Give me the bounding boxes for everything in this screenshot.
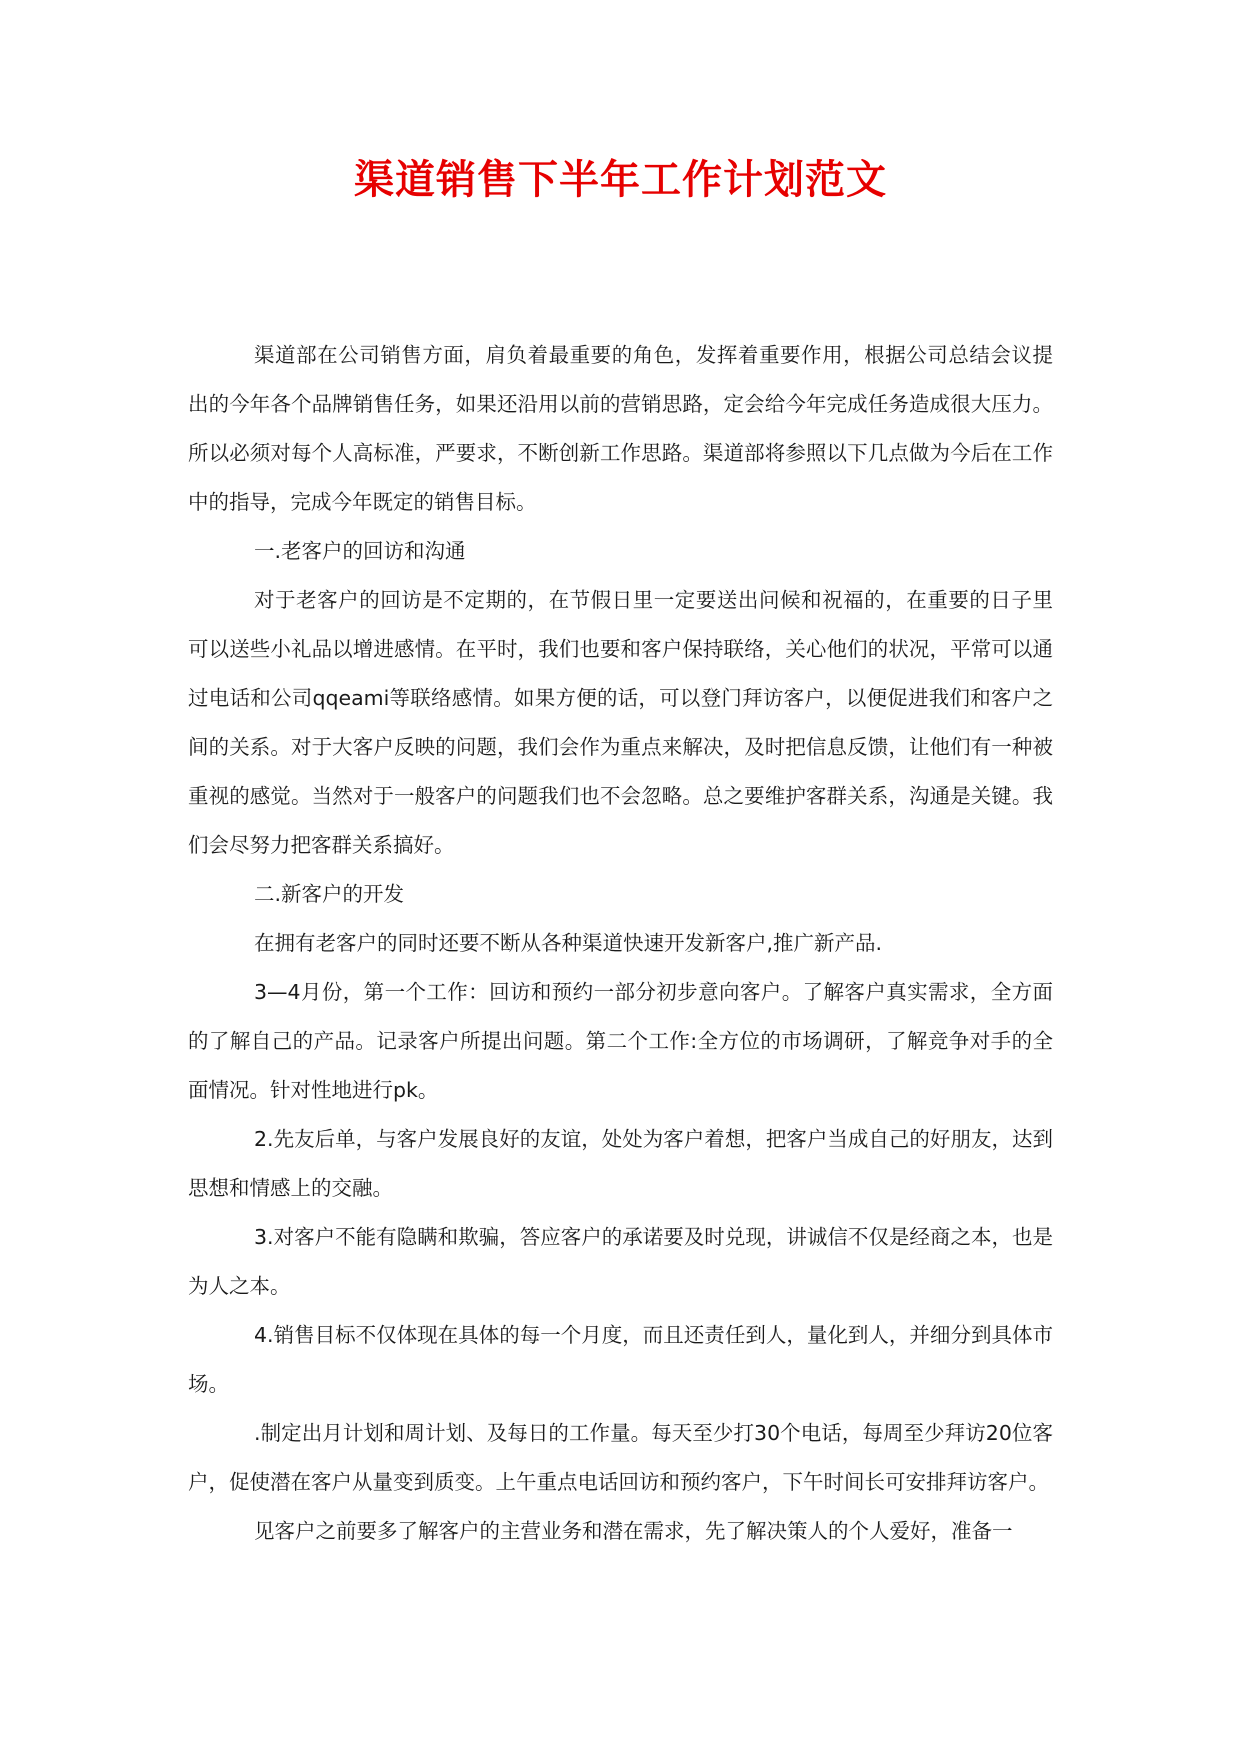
paragraph-old-customers: 对于老客户的回访是不定期的，在节假日里一定要送出问候和祝福的，在重要的日子里可以送些小礼品以增进感情。在平时，我们也要和客户保持联络，关心他们的状况，平常可以通过电话和公司qqeami等联络感情。如果方便的话，可以登门拜访客户，以便促进我们和客户之间的关系。对于大客户反映的问题，我们会作为重点来解决，及时把信息反馈，让他们有一种被重视的感觉。当然对于一般客户的问题我们也不会忽略。总之要维护客群关系，沟通是关键。我们会尽努力把客群关系搞好。 [188, 588, 1053, 857]
paragraph-visit-prep: 见客户之前要多了解客户的主营业务和潜在需求，先了解决策人的个人爱好，准备一 [254, 1519, 1013, 1543]
paragraph-plan: .制定出月计划和周计划、及每日的工作量。每天至少打30个电话，每周至少拜访20位客户，促使潜在客户从量变到质变。上午重点电话回访和预约客户，下午时间长可安排拜访客户。 [188, 1421, 1053, 1494]
paragraph-march-april: 3—4月份，第一个工作：回访和预约一部分初步意向客户。了解客户真实需求，全方面的了解自己的产品。记录客户所提出问题。第二个工作:全方位的市场调研，了解竞争对手的全面情况。针对性地进行pk。 [188, 980, 1053, 1102]
paragraph-intro: 渠道部在公司销售方面，肩负着最重要的角色，发挥着重要作用，根据公司总结会议提出的今年各个品牌销售任务，如果还沿用以前的营销思路，定会给今年完成任务造成很大压力。所以必须对每个人高标准，严要求，不断创新工作思路。渠道部将参照以下几点做为今后在工作中的指导，完成今年既定的销售目标。 [188, 343, 1053, 514]
document-title: 渠道销售下半年工作计划范文 [354, 156, 887, 203]
paragraph-new-customers: 在拥有老客户的同时还要不断从各种渠道快速开发新客户,推广新产品. [254, 931, 883, 955]
paragraph-item-4: 4.销售目标不仅体现在具体的每一个月度，而且还责任到人，量化到人，并细分到具体市场。 [188, 1323, 1053, 1396]
section-heading-old-customers: 一.老客户的回访和沟通 [254, 539, 466, 563]
paragraph-item-2: 2.先友后单，与客户发展良好的友谊，处处为客户着想，把客户当成自己的好朋友，达到思想和情感上的交融。 [188, 1127, 1053, 1200]
section-heading-new-customers: 二.新客户的开发 [254, 882, 405, 906]
paragraph-item-3: 3.对客户不能有隐瞒和欺骗，答应客户的承诺要及时兑现，讲诚信不仅是经商之本，也是为人之本。 [188, 1225, 1053, 1298]
document-body [188, 331, 1053, 1556]
